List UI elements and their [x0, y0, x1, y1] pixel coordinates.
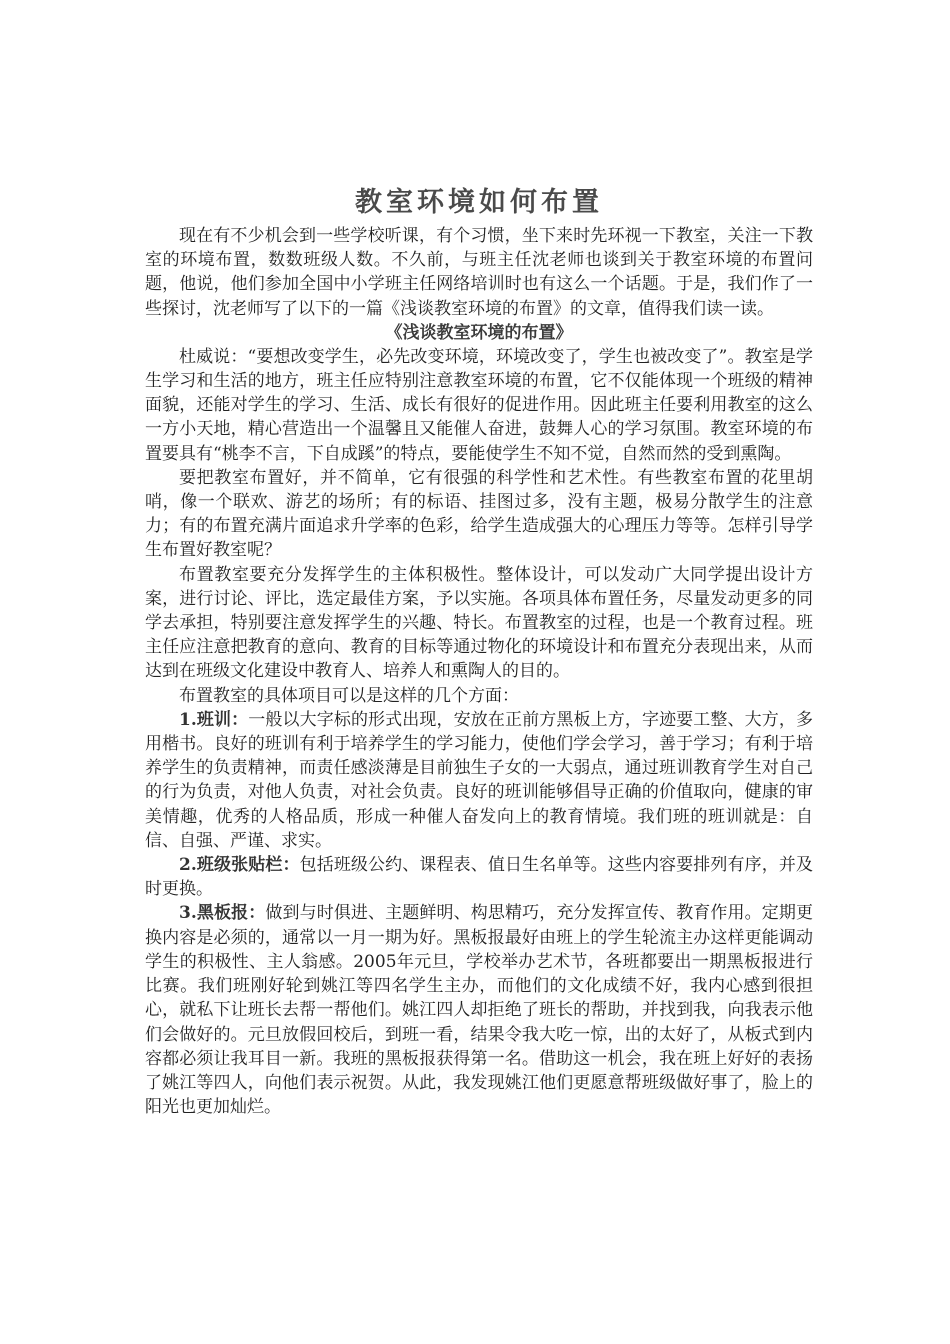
paragraph-3: 布置教室要充分发挥学生的主体积极性。整体设计，可以发动广大同学提出设计方案，进行讨论、评比，选定最佳方案，予以实施。各项具体布置任务，尽量发动更多的同学去承担，特别要注意发挥学生的兴趣、特长。布置教室的过程，也是一个教育过程。班主任应注意把教育的意向、教育的目标等通过物化的环境设计和布置充分表现出来，从而达到在班级文化建设中教育人、培养人和熏陶人的目的。: [145, 564, 813, 682]
intro-paragraph: 现在有不少机会到一些学校听课，有个习惯，坐下来时先环视一下教室，关注一下教室的环境布置，数数班级人数。不久前，与班主任沈老师也谈到关于教室环境的布置问题，他说，他们参加全国中小学班主任网络培训时也有这么一个话题。于是，我们作了一些探讨，沈老师写了以下的一篇《浅谈教室环境的布置》的文章，值得我们读一读。: [145, 226, 813, 319]
item-1-label: 1.班训：: [179, 709, 249, 730]
article-subtitle: 《浅谈教室环境的布置》: [385, 322, 573, 343]
item-2-text: 包括班级公约、课程表、值日生名单等。这些内容要排列有序，并及时更换。: [145, 855, 814, 900]
item-3-paragraph: [145, 901, 813, 1119]
item-2-label: 2.班级张贴栏：: [179, 855, 300, 876]
document-page: [145, 186, 813, 1119]
item-3-text: 做到与时俱进、主题鲜明、构思精巧，充分发挥宣传、教育作用。定期更换内容是必须的，通常以一月一期为好。黑板报最好由班上的学生轮流主办这样更能调动学生的积极性、主人翁感。2005年元旦，学校举办艺术节，各班都要出一期黑板报进行比赛。我们班刚好轮到姚江等四名学生主办，而他们的文化成绩不好，我内心感到很担心，就私下让班长去帮一帮他们。姚江四人却拒绝了班长的帮助，并找到我，向我表示他们会做好的。元旦放假回校后，到班一看，结果令我大吃一惊，出的太好了，从板式到内容都必须让我耳目一新。我班的黑板报获得第一名。借助这一机会，我在班上好好的表扬了姚江等四人，向他们表示祝贺。从此，我发现姚江他们更愿意帮班级做好事了，脸上的阳光也更加灿烂。: [145, 903, 814, 1118]
paragraph-1: 杜威说：“要想改变学生，必先改变环境，环境改变了，学生也被改变了”。教室是学生学习和生活的地方，班主任应特别注意教室环境的布置，它不仅能体现一个班级的精神面貌，还能对学生的学习、生活、成长有很好的促进作用。因此班主任要利用教室的这么一方小天地，精心营造出一个温馨且又能催人奋进，鼓舞人心的学习氛围。教室环境的布置要具有“桃李不言，下自成蹊”的特点，要能使学生不知不觉，自然而然的受到熏陶。: [145, 346, 813, 464]
document-title: 教室环境如何布置: [355, 187, 603, 218]
item-1-text: 一般以大字标的形式出现，安放在正前方黑板上方，字迹要工整、大方，多用楷书。良好的班训有利于培养学生的学习能力，使他们学会学习，善于学习；有利于培养学生的负责精神，而责任感淡薄是目前独生子女的一大弱点，通过班训教育学生对自己的行为负责，对他人负责，对社会负责。良好的班训能够倡导正确的价值取向，健康的审美情趣，优秀的人格品质，形成一种催人奋发向上的教育情境。我们班的班训就是：自信、自强、严谨、求实。: [145, 709, 814, 851]
item-3-label: 3.黑板报：: [179, 903, 266, 924]
item-1-paragraph: [145, 708, 813, 853]
paragraph-4: 布置教室的具体项目可以是这样的几个方面：: [179, 685, 519, 706]
paragraph-2: 要把教室布置好，并不简单，它有很强的科学性和艺术性。有些教室布置的花里胡哨，像一个联欢、游艺的场所；有的标语、挂图过多，没有主题，极易分散学生的注意力；有的布置充满片面追求升学率的色彩，给学生造成强大的心理压力等等。怎样引导学生布置好教室呢？: [145, 467, 813, 561]
item-2-paragraph: [145, 853, 813, 901]
